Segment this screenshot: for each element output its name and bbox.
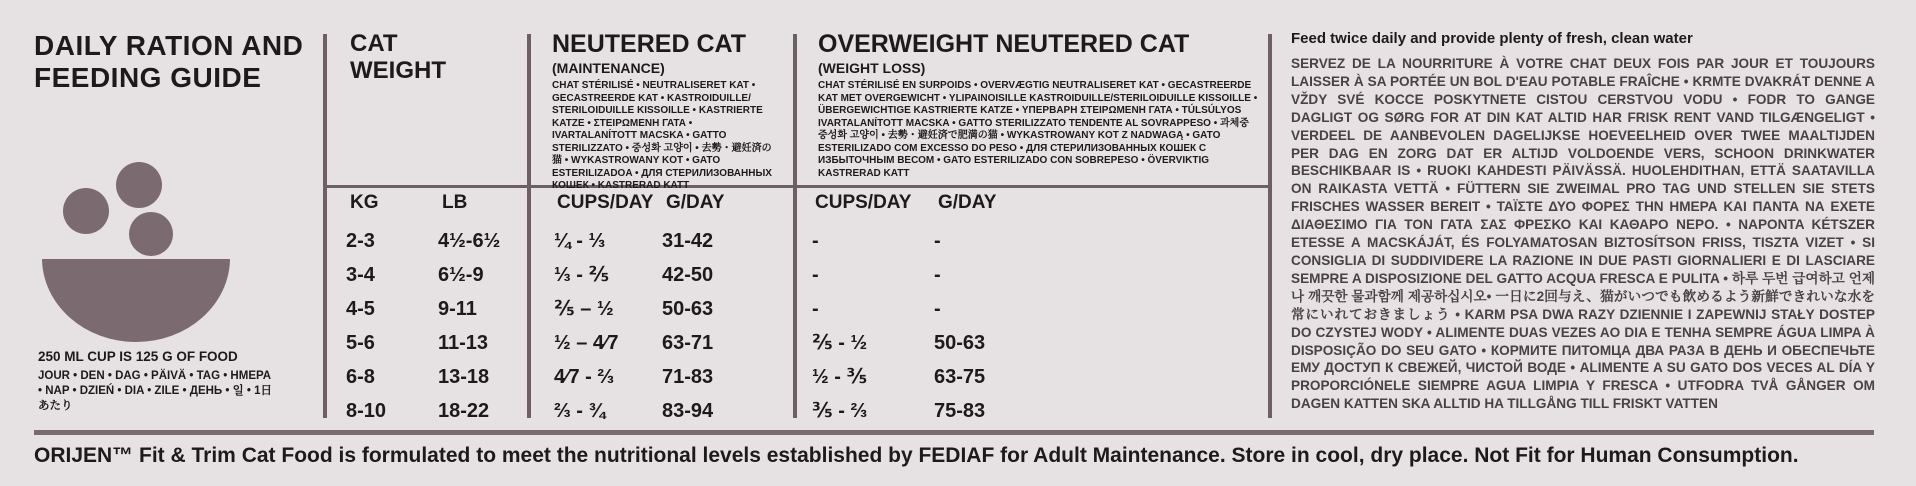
lb-cell: 18-22 — [438, 400, 490, 422]
maintenance-cups-cell: ½ – 4⁄7 — [554, 332, 619, 354]
weight-loss-cups-cell: ½ - ⅗ — [812, 366, 868, 388]
maintenance-title: NEUTERED CAT — [552, 30, 746, 58]
lb-cell: 9-11 — [438, 298, 477, 320]
weight-loss-cups-cell: ⅗ - ⅔ — [812, 400, 868, 422]
maintenance-g-cell: 42-50 — [662, 264, 714, 286]
kg-cell: 6-8 — [346, 366, 375, 388]
weight-loss-g-cell: - — [934, 230, 941, 252]
cup-note-translations: JOUR • DEN • DAG • PÄIVÄ • TAG • ΗΜΕΡΑ • NAP • DZIEŃ • DIA • ZILE • ДЕНЬ • 일 • 1日あたり — [38, 370, 273, 412]
maintenance-cups-cell: ¼ - ⅓ — [554, 230, 606, 252]
maintenance-cups-cell: ⅔ - ¾ — [554, 400, 606, 422]
weight-loss-header — [818, 30, 1258, 180]
weight-loss-g-cell: 63-75 — [934, 366, 986, 388]
lb-cell: 6½-9 — [438, 264, 484, 286]
lb-cell: 11-13 — [438, 332, 489, 354]
footer-text: ORIJEN™ Fit & Trim Cat Food is formulated to meet the nutritional levels established by FEDIAF for Adult Maintenance. Store in cool, dry place. Not Fit for Human Consumption. — [34, 444, 1799, 467]
footer-rule — [34, 430, 1874, 435]
maintenance-g-cell: 71-83 — [662, 366, 714, 388]
weight-title: CAT WEIGHT — [350, 30, 446, 84]
maintenance-cups-cell: 4⁄7 - ⅔ — [554, 366, 615, 388]
weight-loss-g-cell: 75-83 — [934, 400, 986, 422]
header-rule — [325, 185, 1270, 188]
maintenance-g-cell: 50-63 — [662, 298, 714, 320]
weight-loss-translations: CHAT STÉRILISÉ EN SURPOIDS • OVERVÆGTIG NEUTRALISERET KAT • GECASTREERDE KAT MET OVERGEWICHT • YLIPAINOISILLE KASTROIDUILLE/STERILOIDUILLE KISSOILLE • ÜBERGEWICHTIGE KASTRIERTE KATZE • ΥΠΕΡΒΑΡΗ ΣΤΕΙΡΩΜΕΝΗ ΓΑΤΑ • TÚLSÚLYOS IVARTALANÍTOTT MACSKA • GATTO STERILIZZATO TENDENTE AL SOVRAPPESO • 과체중 중성화 고양이 • 去勢・避妊済で肥満の猫 • WYKASTROWANY KOT Z NADWAGĄ • GATO ESTERILIZADO COM EXCESSO DO PESO • ДЛЯ СТЕРИЛИЗОВАННЫХ КОШЕК С ИЗБЫТОЧНЫМ ВЕСОМ • GATO ESTERILIZADO CON SOBREPESO • ÖVERVIKTIG KASTRERAD KATT — [818, 80, 1258, 179]
lb-cell: 13-18 — [438, 366, 490, 388]
weight-loss-cups-header: CUPS/DAY — [815, 192, 912, 213]
maintenance-cups-cell: ⅓ - ⅖ — [554, 264, 610, 286]
lb-header: LB — [442, 192, 468, 213]
kg-cell: 2-3 — [346, 230, 375, 252]
weight-loss-title: OVERWEIGHT NEUTERED CAT — [818, 30, 1190, 58]
maintenance-translations: CHAT STÉRILISÉ • NEUTRALISERET KAT • GECASTREERDE KAT • KASTROIDUILLE/ STERILOIDUILLE KISSOILLE • KASTRIERTE KATZE • ΣΤΕΙΡΩΜΕΝΗ ΓΑΤΑ • IVARTALANÍTOTT MACSKA • GATTO STERILIZZATO • 중성화 고양이 • 去勢・避妊済の猫 • WYKASTROWANY KOT • GATO ESTERILIZADOA • ДЛЯ СТЕРИЛИЗОВАННЫХ КОШЕК • KASTRERAD KATT — [552, 80, 772, 191]
kg-cell: 5-6 — [346, 332, 375, 354]
maintenance-cups-header: CUPS/DAY — [557, 192, 654, 213]
kg-header: KG — [350, 192, 379, 213]
weight-loss-cups-cell: - — [812, 230, 819, 252]
weight-loss-cups-cell: - — [812, 298, 819, 320]
kg-cell: 8-10 — [346, 400, 387, 422]
cup-note: 250 ML CUP IS 125 G OF FOOD — [38, 349, 238, 364]
feeding-title: Feed twice daily and provide plenty of fresh, clean water — [1291, 30, 1693, 47]
maintenance-g-cell: 31-42 — [662, 230, 714, 252]
weight-loss-g-header: G/DAY — [938, 192, 997, 213]
weight-loss-cups-cell: - — [812, 264, 819, 286]
maintenance-g-cell: 63-71 — [662, 332, 714, 354]
kg-cell: 3-4 — [346, 264, 375, 286]
food-pellet-icon — [116, 162, 162, 208]
weight-loss-cups-cell: ⅖ - ½ — [812, 332, 868, 354]
lb-cell: 4½-6½ — [438, 230, 501, 252]
page-title: DAILY RATION AND FEEDING GUIDE — [34, 30, 304, 93]
maintenance-subtitle: (MAINTENANCE) — [552, 60, 665, 76]
kg-cell: 4-5 — [346, 298, 375, 320]
weight-loss-g-cell: - — [934, 264, 941, 286]
maintenance-g-header: G/DAY — [666, 192, 725, 213]
weight-loss-g-cell: 50-63 — [934, 332, 986, 354]
weight-loss-subtitle: (WEIGHT LOSS) — [818, 60, 926, 76]
maintenance-cups-cell: ⅖ – ½ — [554, 298, 614, 320]
maintenance-header — [552, 30, 777, 193]
weight-loss-g-cell: - — [934, 298, 941, 320]
feeding-translations: SERVEZ DE LA NOURRITURE À VOTRE CHAT DEUX FOIS PAR JOUR ET TOUJOURS LAISSER À SA PORTÉE UN BOL D'EAU POTABLE FRAÎCHE • KRMTE DVAKRÁT DENNE A VŽDY SVÉ KOCCE POSKYTNETE CISTOU CERSTVOU VODU • FODR TO GANGE DAGLIGT OG SØRG FOR AT DIN KAT ALTID HAR FRISK RENT VAND TILGÆNGELIGT • VERDEEL DE AANBEVOLEN DAGELIJKSE HOEVEELHEID OVER TWEE MAALTIJDEN PER DAG EN ZORG DAT ER ALTIJD VOLDOENDE VERS, SCHOON DRINKWATER BESCHIKBAAR IS • RUOKI KAHDESTI PÄIVÄSSÄ. HUOLEHDITHAN, ETTÄ SAATAVILLA ON RAIKASTA VETTÄ • FÜTTERN SIE ZWEIMAL PRO TAG UND STELLEN SIE STETS FRISCHES WASSER BEREIT • ΤΑΪΣΤΕ ΔΥΟ ΦΟΡΕΣ ΤΗΝ ΗΜΕΡΑ ΚΑΙ ΠΑΝΤΑ ΝΑ ΕΧΕΤΕ ΔΙΑΘΕΣΙΜΟ ΓΙΑ ΤΟΝ ΓΑΤΑ ΣΑΣ ΦΡΕΣΚΟ ΚΑΙ ΚΑΘΑΡΟ ΝΕΡΟ. • NAPONTA KÉTSZER ETESSE A MACSKÁJÁT, ÉS FOLYAMATOSAN BIZTOSÍTSON FRISS, TISZTA VIZET • SI CONSIGLIA DI SUDDIVIDERE LA RAZIONE IN DUE PASTI GIORNALIERI E DI LASCIARE SEMPRE A DISPOSIZIONE DEL GATTO ACQUA FRESCA E PULITA • 하루 두번 급여하고 언제나 깨끗한 물과함께 제공하십시오• 一日に2回与え、猫がいつでも飲めるよう新鮮できれいな水を常にいれておきましょう • KARM PSA DWA RAZY DZIENNIE I ZAPEWNIJ STAŁY DOSTEP DO CZYSTEJ WODY • ALIMENTE DUAS VEZES AO DIA E TENHA SEMPRE ÁGUA LIMPA À DISPOSIÇÃO DO SEU GATO • КОРМИТЕ ПИТОМЦА ДВА РАЗА В ДЕНЬ И ОБЕСПЕЧЬТЕ ЕМУ ДОСТУП К СВЕЖЕЙ, ЧИСТОЙ ВОДЕ • ALIMENTE A SU GATO DOS VECES AL DÍA Y PROPORCIÓNELE SIEMPRE AGUA LIMPIA Y FRESCA • UTFODRA TVÅ GÅNGER OM DAGEN KATTEN SKA ALLTID HA TILLGÅNG TILL FRISKT VATTEN — [1291, 56, 1875, 412]
maintenance-g-cell: 83-94 — [662, 400, 714, 422]
